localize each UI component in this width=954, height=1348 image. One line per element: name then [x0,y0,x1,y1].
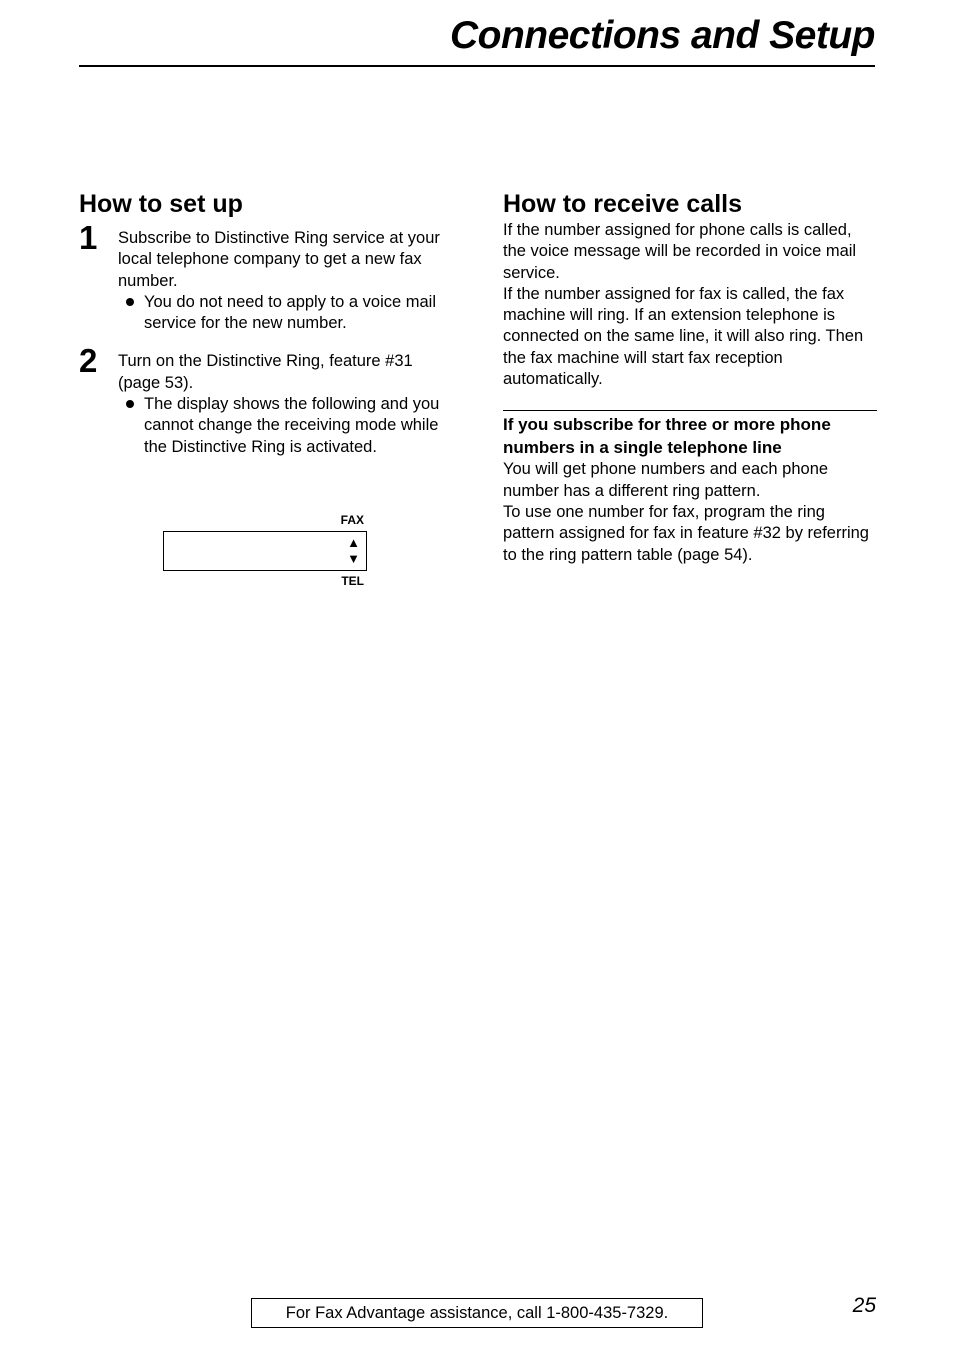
receive-heading: How to receive calls [503,190,743,218]
subsection-rule [503,410,877,411]
step-bullet: The display shows the following and you cannot change the receiving mode while the Distinctive Ring is activated. [118,394,459,458]
display-illustration [163,513,367,588]
receive-section [503,188,877,566]
display-screen [163,531,367,571]
up-arrow-icon: ▲ [347,535,360,550]
receive-paragraph: If the number assigned for phone calls is called, the voice message will be recorded in voice mail service. [503,221,857,282]
subsection-paragraph: To use one number for fax, program the ring pattern assigned for fax in feature #32 by referring to the ring pattern table (page 54). [503,502,869,564]
step-number: 1 [79,219,98,256]
step-number: 2 [79,342,98,380]
subsection-paragraph: You will get phone numbers and each phone number has a different ring pattern. [503,460,829,500]
display-fax-label: FAX [340,513,364,527]
subsection-title: If you subscribe for three or more phone numbers in a single telephone line [503,415,831,458]
receive-paragraph: If the number assigned for fax is called, the fax machine will ring. If an extension telephone is connected on the same line, it will also ring. Then the fax machine will start fax reception automatically. [503,284,864,389]
step-1 [79,219,459,334]
step-bullet: You do not need to apply to a voice mail service for the new number. [118,292,459,335]
page-number: 25 [852,1294,876,1317]
step-text: Turn on the Distinctive Ring, feature #31 (page 53). [118,352,413,392]
setup-heading: How to set up [79,190,243,218]
display-arrows [347,535,360,567]
display-tel-label: TEL [341,574,364,588]
step-text: Subscribe to Distinctive Ring service at your local telephone company to get a new fax number. [118,229,440,290]
assistance-footer: For Fax Advantage assistance, call 1-800-435-7329. [251,1298,703,1328]
header-rule [79,65,875,67]
page-header-title: Connections and Setup [449,14,875,57]
step-2 [79,342,459,457]
down-arrow-icon: ▼ [347,551,360,566]
setup-section [79,188,459,588]
